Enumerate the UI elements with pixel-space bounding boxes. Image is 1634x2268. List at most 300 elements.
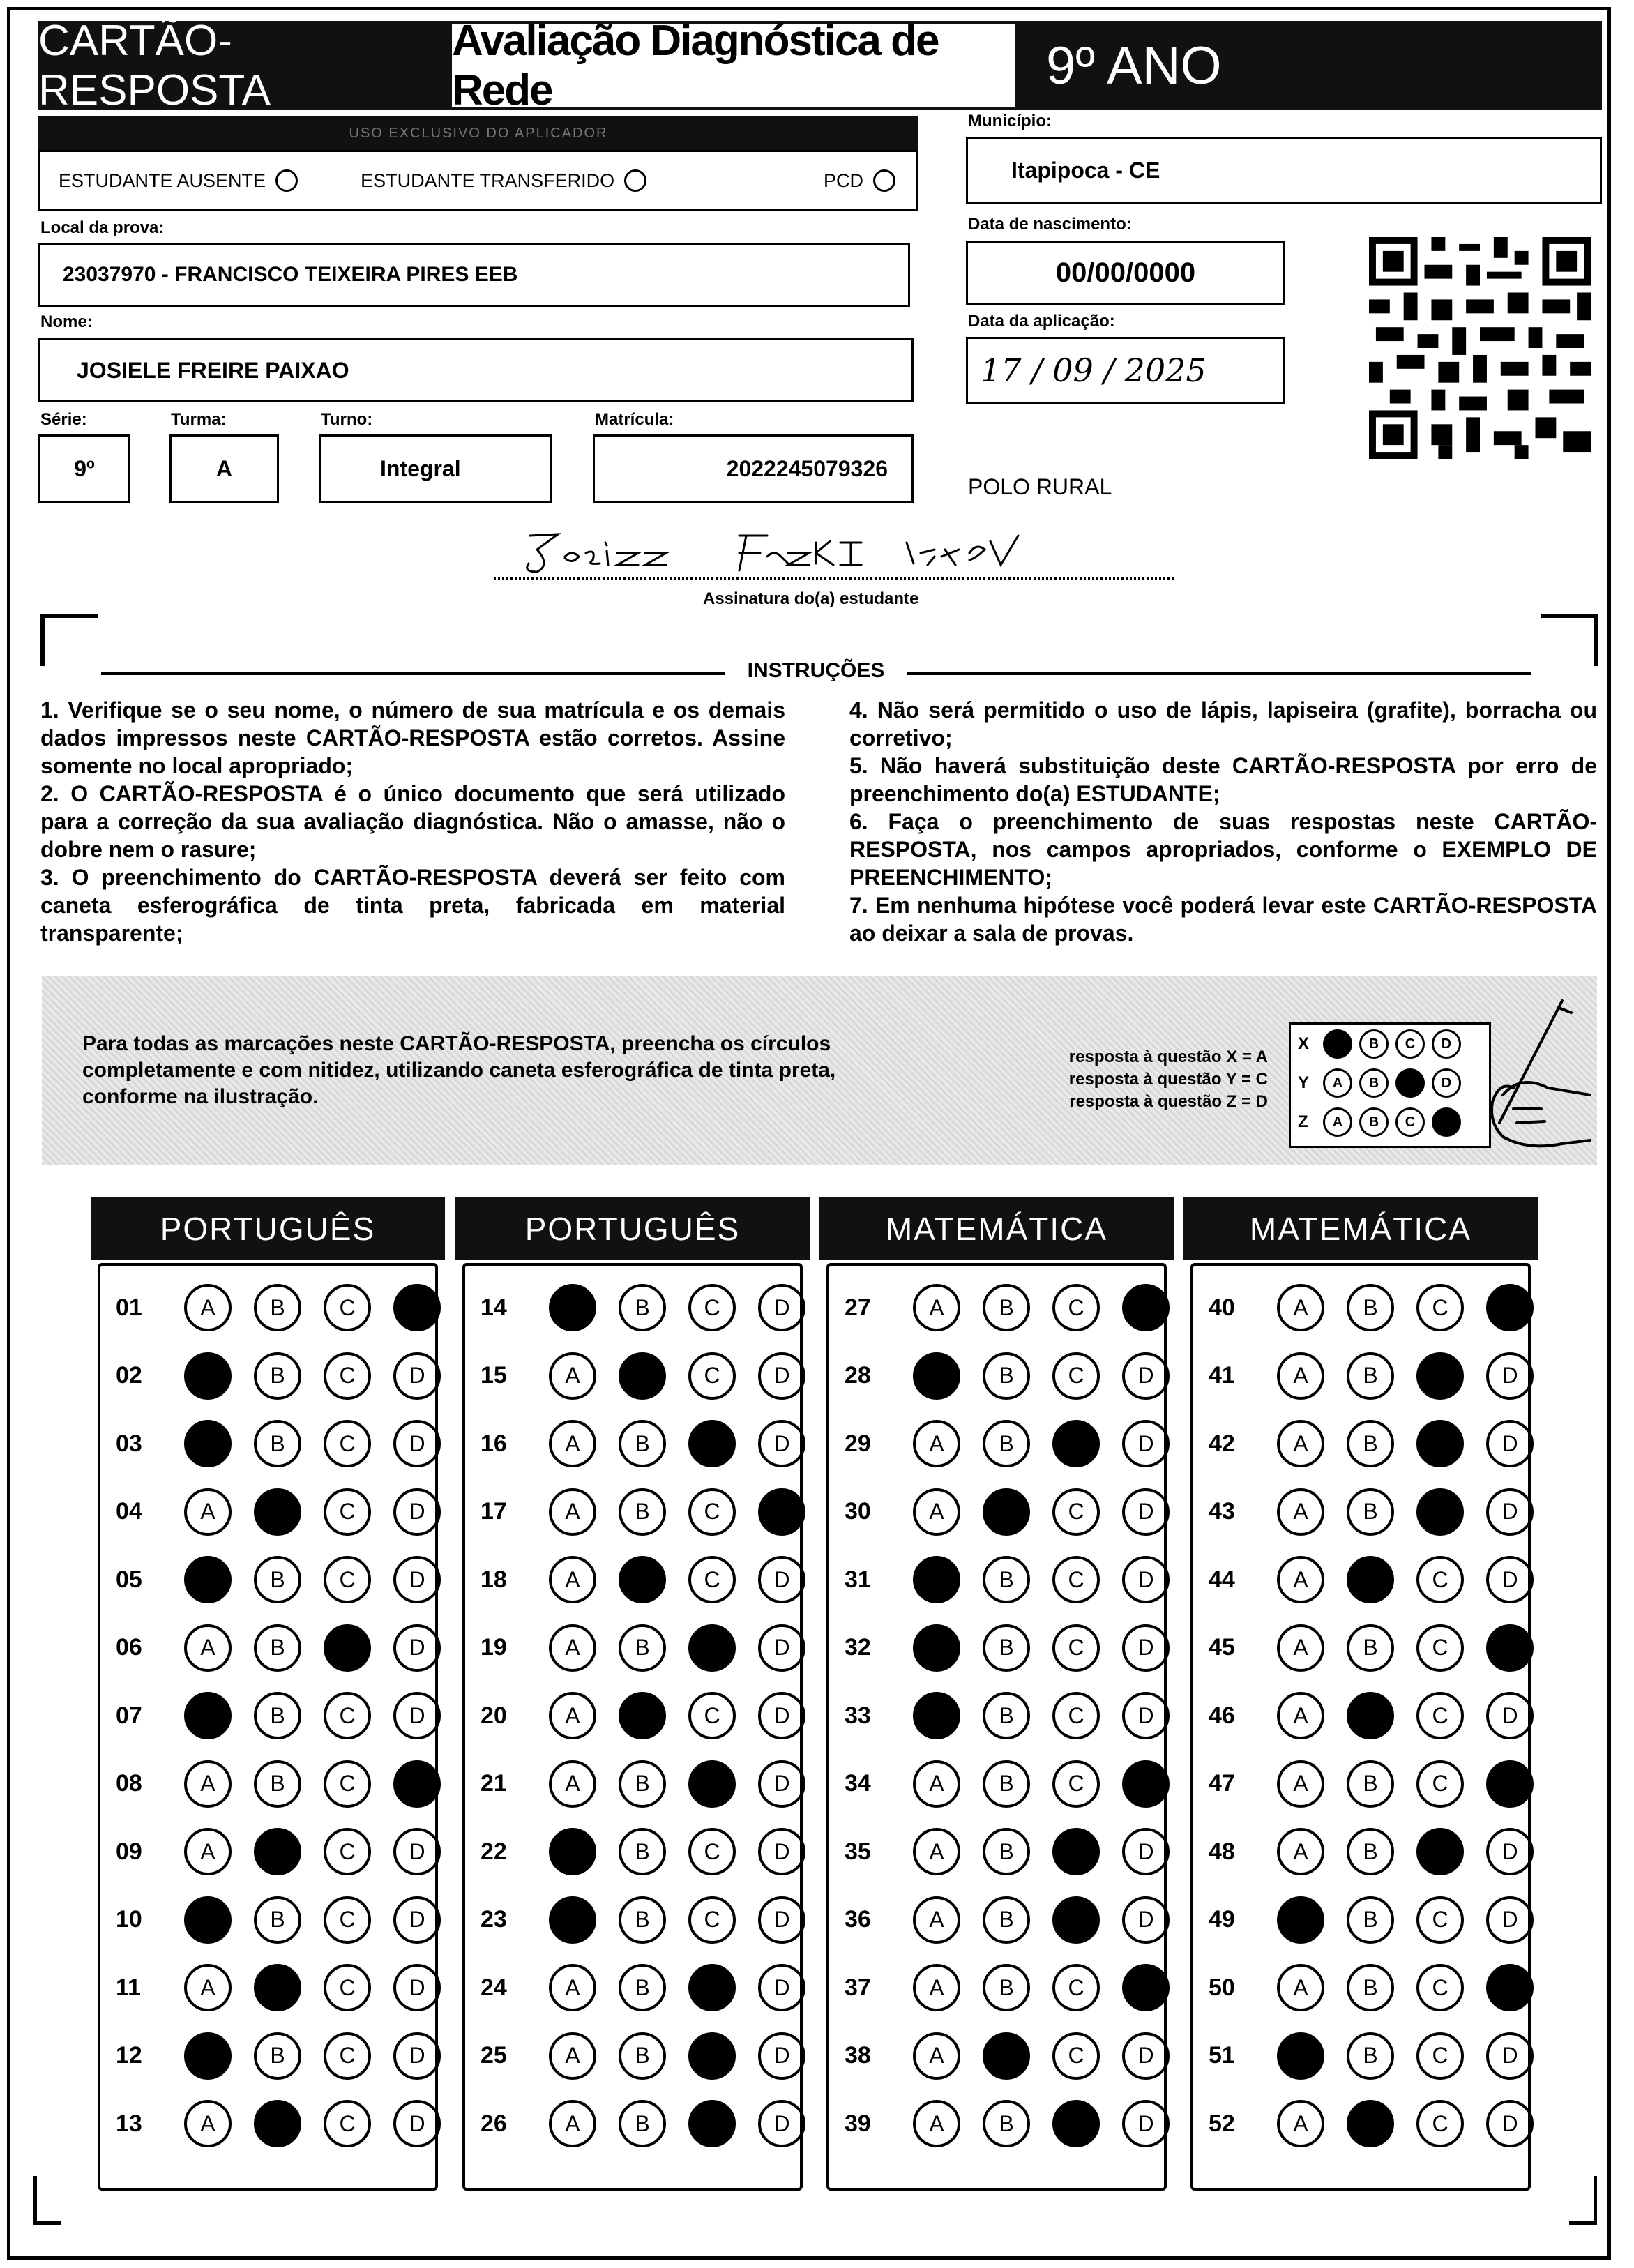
- answer-bubble-a[interactable]: A: [913, 2032, 960, 2080]
- answer-bubble-b[interactable]: B: [1347, 1760, 1394, 1808]
- answer-bubble-a[interactable]: A: [549, 2032, 596, 2080]
- answer-bubble-b[interactable]: B: [1347, 1488, 1394, 1536]
- answer-bubble-b[interactable]: [254, 1828, 301, 1875]
- answer-bubble-a[interactable]: A: [1277, 1828, 1324, 1875]
- answer-bubble-b[interactable]: B: [983, 1692, 1030, 1739]
- answer-bubble-c[interactable]: C: [324, 1964, 371, 2011]
- answer-bubble-c[interactable]: C: [688, 1488, 736, 1536]
- answer-bubble-b[interactable]: B: [983, 1284, 1030, 1331]
- question-number: 52: [1209, 2110, 1235, 2137]
- answer-bubble-b[interactable]: B: [983, 1352, 1030, 1400]
- answer-bubble-a[interactable]: A: [549, 1964, 596, 2011]
- answer-bubble-c[interactable]: [1416, 1488, 1464, 1536]
- answer-bubble-a[interactable]: A: [184, 1624, 232, 1672]
- answer-bubble-b[interactable]: [983, 2032, 1030, 2080]
- corner-tl: [40, 614, 98, 666]
- answer-bubble-c[interactable]: [1052, 1896, 1100, 1944]
- answer-bubble-d[interactable]: D: [758, 1420, 805, 1467]
- answer-bubble-c[interactable]: C: [1052, 2032, 1100, 2080]
- answer-bubble-a[interactable]: A: [1277, 1284, 1324, 1331]
- question-row: [829, 1692, 1170, 1739]
- answer-bubble-d[interactable]: [1122, 1760, 1170, 1808]
- pcd-option[interactable]: [824, 169, 895, 192]
- answer-bubble-a[interactable]: A: [1277, 2100, 1324, 2147]
- answer-bubble-a[interactable]: A: [913, 1284, 960, 1331]
- answer-bubble-d[interactable]: D: [1486, 1556, 1534, 1603]
- answer-bubble-d[interactable]: D: [393, 1624, 441, 1672]
- answer-bubble-c[interactable]: C: [324, 2100, 371, 2147]
- answer-bubble-c[interactable]: [1416, 1420, 1464, 1467]
- answer-bubble-a[interactable]: A: [913, 1896, 960, 1944]
- answer-bubble-c[interactable]: C: [324, 1420, 371, 1467]
- question-row: [100, 2032, 441, 2080]
- answer-bubble-a[interactable]: [184, 1420, 232, 1467]
- question-number: 45: [1209, 1634, 1235, 1661]
- answer-bubble-c[interactable]: C: [688, 1284, 736, 1331]
- answer-bubble-b[interactable]: B: [983, 1624, 1030, 1672]
- answer-bubble-a[interactable]: A: [184, 1284, 232, 1331]
- answer-bubble-d[interactable]: D: [1122, 1488, 1170, 1536]
- example-bubble-a: A: [1323, 1068, 1352, 1098]
- answer-bubble-b[interactable]: B: [1347, 1964, 1394, 2011]
- question-number: 02: [116, 1362, 142, 1389]
- answer-bubble-b[interactable]: [254, 2100, 301, 2147]
- answer-bubble-d[interactable]: D: [393, 1556, 441, 1603]
- answer-bubble-c[interactable]: C: [1052, 1760, 1100, 1808]
- answer-bubble-d[interactable]: D: [758, 1964, 805, 2011]
- answer-bubble-b[interactable]: [619, 1556, 666, 1603]
- corner-tr: [1541, 614, 1598, 666]
- answer-bubble-b[interactable]: B: [983, 1964, 1030, 2011]
- answer-bubble-a[interactable]: [184, 1692, 232, 1739]
- answer-bubble-a[interactable]: A: [549, 1352, 596, 1400]
- answer-bubble-a[interactable]: [184, 1556, 232, 1603]
- answer-bubble-c[interactable]: C: [1416, 1284, 1464, 1331]
- question-number: 50: [1209, 1974, 1235, 2001]
- answer-bubble-a[interactable]: [549, 1828, 596, 1875]
- answer-bubble-a[interactable]: A: [1277, 1556, 1324, 1603]
- corner-bl: [33, 2176, 61, 2225]
- answer-bubble-d[interactable]: D: [1122, 2100, 1170, 2147]
- answer-bubble-d[interactable]: D: [393, 1964, 441, 2011]
- answer-bubble-c[interactable]: C: [688, 1352, 736, 1400]
- answer-bubble-c[interactable]: [688, 1420, 736, 1467]
- question-number: 41: [1209, 1362, 1235, 1389]
- question-number: 22: [481, 1838, 507, 1865]
- instructions-right: [849, 696, 1597, 947]
- signature-caption: Assinatura do(a) estudante: [703, 589, 919, 608]
- answer-bubble-b[interactable]: [619, 1692, 666, 1739]
- answer-bubble-d[interactable]: [1122, 1284, 1170, 1331]
- answer-bubble-c[interactable]: C: [1416, 1964, 1464, 2011]
- answer-bubble-a[interactable]: [1277, 2032, 1324, 2080]
- answer-bubble-c[interactable]: C: [1052, 1284, 1100, 1331]
- answer-bubble-a[interactable]: A: [184, 1828, 232, 1875]
- answer-bubble-a[interactable]: A: [549, 1556, 596, 1603]
- question-number: 43: [1209, 1498, 1235, 1525]
- answer-bubble-d[interactable]: D: [1122, 1896, 1170, 1944]
- subject-header: PORTUGUÊS: [455, 1197, 810, 1260]
- answer-bubble-d[interactable]: D: [1122, 1420, 1170, 1467]
- question-number: 32: [845, 1634, 871, 1661]
- signature: [488, 522, 1074, 584]
- question-number: 49: [1209, 1906, 1235, 1933]
- answer-bubble-d[interactable]: D: [1486, 1692, 1534, 1739]
- answer-bubble-a[interactable]: A: [184, 2100, 232, 2147]
- answer-bubble-c[interactable]: C: [1416, 1556, 1464, 1603]
- question-number: 18: [481, 1566, 507, 1593]
- question-row: [100, 1624, 441, 1672]
- answer-bubble-c[interactable]: [324, 1624, 371, 1672]
- question-number: 48: [1209, 1838, 1235, 1865]
- answer-bubble-c[interactable]: C: [1052, 1352, 1100, 1400]
- answer-bubble-d[interactable]: D: [758, 1896, 805, 1944]
- answer-bubble-c[interactable]: C: [1052, 1556, 1100, 1603]
- municipio-label: Município:: [968, 112, 1052, 130]
- answer-bubble-c[interactable]: C: [324, 1352, 371, 1400]
- question-number: 44: [1209, 1566, 1235, 1593]
- answer-bubble-a[interactable]: [549, 1896, 596, 1944]
- answer-bubble-b[interactable]: [1347, 1556, 1394, 1603]
- answer-bubble-b[interactable]: B: [1347, 1896, 1394, 1944]
- answer-bubble-b[interactable]: B: [619, 1828, 666, 1875]
- question-number: 01: [116, 1294, 142, 1321]
- answer-bubble-c[interactable]: C: [324, 1896, 371, 1944]
- question-number: 35: [845, 1838, 871, 1865]
- answer-bubble-b[interactable]: B: [254, 2032, 301, 2080]
- answer-bubble-d[interactable]: D: [758, 2032, 805, 2080]
- answer-bubble-a[interactable]: A: [549, 1692, 596, 1739]
- answer-bubble-c[interactable]: C: [1052, 1964, 1100, 2011]
- transferred-radio[interactable]: [624, 169, 646, 192]
- corner-br: [1569, 2176, 1597, 2225]
- serie-field: 9º: [38, 434, 130, 503]
- answer-bubble-d[interactable]: D: [1486, 1896, 1534, 1944]
- answer-bubble-b[interactable]: B: [254, 1760, 301, 1808]
- answer-bubble-a[interactable]: A: [549, 1624, 596, 1672]
- answer-bubble-b[interactable]: [983, 1488, 1030, 1536]
- question-row: [465, 1760, 805, 1808]
- answer-bubble-b[interactable]: B: [983, 1420, 1030, 1467]
- question-number: 17: [481, 1498, 507, 1525]
- answer-column: [98, 1263, 438, 2191]
- answer-bubble-b[interactable]: [254, 1488, 301, 1536]
- answer-bubble-b[interactable]: B: [254, 1624, 301, 1672]
- answer-bubble-b[interactable]: B: [983, 1760, 1030, 1808]
- local-label: Local da prova:: [40, 218, 165, 237]
- answer-bubble-a[interactable]: [913, 1692, 960, 1739]
- answer-bubble-a[interactable]: A: [1277, 1760, 1324, 1808]
- question-row: [1193, 1624, 1534, 1672]
- question-row: [1193, 1488, 1534, 1536]
- answer-bubble-c[interactable]: C: [1052, 1624, 1100, 1672]
- answer-bubble-d[interactable]: [1486, 1624, 1534, 1672]
- question-number: 16: [481, 1430, 507, 1457]
- pcd-label: PCD: [823, 169, 863, 191]
- answer-bubble-a[interactable]: A: [549, 1420, 596, 1467]
- answer-bubble-d[interactable]: D: [1486, 1420, 1534, 1467]
- answer-bubble-c[interactable]: [688, 2100, 736, 2147]
- answer-bubble-d[interactable]: [758, 1488, 805, 1536]
- answer-bubble-b[interactable]: B: [1347, 1352, 1394, 1400]
- question-number: 28: [845, 1362, 871, 1389]
- question-row: [829, 1964, 1170, 2011]
- answer-bubble-a[interactable]: [184, 1896, 232, 1944]
- pcd-radio[interactable]: [873, 169, 895, 192]
- question-row: [829, 1284, 1170, 1331]
- example-bubble-d: D: [1432, 1068, 1461, 1098]
- answer-bubble-c[interactable]: C: [324, 1760, 371, 1808]
- answer-bubble-d[interactable]: D: [1486, 1828, 1534, 1875]
- answer-bubble-a[interactable]: [184, 1352, 232, 1400]
- answer-bubble-b[interactable]: B: [619, 1420, 666, 1467]
- answer-bubble-d[interactable]: D: [1486, 2032, 1534, 2080]
- answer-bubble-d[interactable]: D: [1122, 1624, 1170, 1672]
- answer-bubble-c[interactable]: [1416, 1352, 1464, 1400]
- answer-bubble-b[interactable]: [254, 1964, 301, 2011]
- answer-bubble-c[interactable]: C: [324, 2032, 371, 2080]
- question-row: [100, 1556, 441, 1603]
- answer-bubble-a[interactable]: A: [1277, 1692, 1324, 1739]
- answer-bubble-d[interactable]: D: [393, 1692, 441, 1739]
- answer-bubble-a[interactable]: A: [1277, 1488, 1324, 1536]
- question-row: [100, 1352, 441, 1400]
- answer-bubble-b[interactable]: B: [619, 1760, 666, 1808]
- answer-bubble-c[interactable]: C: [688, 1896, 736, 1944]
- answer-bubble-d[interactable]: D: [393, 1420, 441, 1467]
- answer-bubble-d[interactable]: D: [1486, 1488, 1534, 1536]
- answer-bubble-b[interactable]: B: [619, 1896, 666, 1944]
- answer-bubble-d[interactable]: D: [393, 1488, 441, 1536]
- answer-bubble-c[interactable]: [1052, 1828, 1100, 1875]
- answer-bubble-b[interactable]: B: [619, 2100, 666, 2147]
- answer-bubble-d[interactable]: D: [1122, 1692, 1170, 1739]
- answer-bubble-b[interactable]: B: [983, 1828, 1030, 1875]
- answer-bubble-d[interactable]: D: [393, 1352, 441, 1400]
- answer-bubble-b[interactable]: B: [254, 1556, 301, 1603]
- question-row: [465, 1896, 805, 1944]
- answer-bubble-a[interactable]: A: [184, 1760, 232, 1808]
- answer-bubble-b[interactable]: B: [254, 1420, 301, 1467]
- example-bubble-a: A: [1323, 1107, 1352, 1137]
- answer-bubble-b[interactable]: [619, 1352, 666, 1400]
- answer-bubble-c[interactable]: [688, 1760, 736, 1808]
- answer-bubble-a[interactable]: A: [913, 1488, 960, 1536]
- absent-option[interactable]: [59, 169, 298, 192]
- question-number: 23: [481, 1906, 507, 1933]
- matricula-label: Matrícula:: [595, 410, 674, 429]
- app-date-field[interactable]: 17 / 09 / 2025: [966, 337, 1285, 404]
- answer-bubble-c[interactable]: C: [1416, 1624, 1464, 1672]
- question-number: 12: [116, 2042, 142, 2069]
- answer-bubble-d[interactable]: D: [393, 1828, 441, 1875]
- birth-label: Data de nascimento:: [968, 215, 1132, 234]
- answer-bubble-a[interactable]: A: [549, 1488, 596, 1536]
- answer-bubble-c[interactable]: [1416, 1828, 1464, 1875]
- answer-bubble-b[interactable]: B: [254, 1692, 301, 1739]
- answer-bubble-c[interactable]: C: [324, 1556, 371, 1603]
- answer-bubble-d[interactable]: D: [1122, 1828, 1170, 1875]
- answer-bubble-a[interactable]: A: [184, 1488, 232, 1536]
- answer-bubble-d[interactable]: [1486, 1284, 1534, 1331]
- answer-bubble-a[interactable]: A: [913, 2100, 960, 2147]
- answer-bubble-c[interactable]: C: [324, 1488, 371, 1536]
- question-number: 36: [845, 1906, 871, 1933]
- answer-bubble-a[interactable]: [913, 1624, 960, 1672]
- answer-bubble-a[interactable]: A: [913, 1760, 960, 1808]
- question-number: 19: [481, 1634, 507, 1661]
- answer-bubble-c[interactable]: C: [1416, 1760, 1464, 1808]
- answer-bubble-b[interactable]: B: [619, 1284, 666, 1331]
- answer-bubble-b[interactable]: B: [254, 1284, 301, 1331]
- answer-bubble-d[interactable]: [393, 1760, 441, 1808]
- question-row: [465, 1692, 805, 1739]
- question-row: [100, 1488, 441, 1536]
- question-number: 51: [1209, 2042, 1235, 2069]
- answer-bubble-a[interactable]: A: [184, 1964, 232, 2011]
- question-row: [1193, 1828, 1534, 1875]
- answer-bubble-c[interactable]: [688, 1964, 736, 2011]
- question-number: 25: [481, 2042, 507, 2069]
- subject-header: MATEMÁTICA: [1183, 1197, 1538, 1260]
- answer-bubble-b[interactable]: B: [254, 1352, 301, 1400]
- answer-bubble-b[interactable]: B: [1347, 1284, 1394, 1331]
- answer-bubble-c[interactable]: C: [324, 1692, 371, 1739]
- answer-bubble-d[interactable]: D: [393, 2032, 441, 2080]
- answer-bubble-d[interactable]: D: [1486, 2100, 1534, 2147]
- answer-bubble-c[interactable]: C: [1416, 1692, 1464, 1739]
- answer-bubble-d[interactable]: D: [758, 2100, 805, 2147]
- answer-bubble-d[interactable]: D: [1122, 1352, 1170, 1400]
- answer-bubble-d[interactable]: D: [1122, 2032, 1170, 2080]
- answer-bubble-a[interactable]: [184, 2032, 232, 2080]
- answer-bubble-a[interactable]: [913, 1352, 960, 1400]
- answer-bubble-b[interactable]: B: [1347, 1828, 1394, 1875]
- transferred-option[interactable]: [361, 169, 646, 192]
- answer-bubble-b[interactable]: B: [983, 1896, 1030, 1944]
- example-bubble-c: C: [1395, 1029, 1425, 1059]
- answer-bubble-d[interactable]: D: [1486, 1352, 1534, 1400]
- transferred-label: ESTUDANTE TRANSFERIDO: [361, 169, 615, 191]
- answer-bubble-b[interactable]: B: [983, 1556, 1030, 1603]
- example-row: [1291, 1064, 1489, 1103]
- answer-bubble-b[interactable]: B: [254, 1896, 301, 1944]
- answer-bubble-a[interactable]: [1277, 1896, 1324, 1944]
- question-number: 05: [116, 1566, 142, 1593]
- answer-bubble-d[interactable]: [1486, 1760, 1534, 1808]
- answer-bubble-d[interactable]: D: [758, 1556, 805, 1603]
- answer-bubble-c[interactable]: C: [688, 1692, 736, 1739]
- answer-bubble-d[interactable]: [393, 1284, 441, 1331]
- answer-bubble-d[interactable]: D: [758, 1692, 805, 1739]
- answer-bubble-b[interactable]: B: [1347, 1420, 1394, 1467]
- answer-bubble-c[interactable]: [1052, 2100, 1100, 2147]
- answer-bubble-b[interactable]: B: [1347, 1624, 1394, 1672]
- answer-bubble-c[interactable]: C: [1052, 1692, 1100, 1739]
- answer-bubble-a[interactable]: [549, 1284, 596, 1331]
- question-number: 11: [116, 1974, 141, 2001]
- answer-bubble-a[interactable]: A: [913, 1420, 960, 1467]
- answer-bubble-c[interactable]: C: [1416, 2032, 1464, 2080]
- question-number: 14: [481, 1294, 507, 1321]
- answer-bubble-a[interactable]: A: [913, 1828, 960, 1875]
- answer-bubble-a[interactable]: A: [1277, 1352, 1324, 1400]
- question-row: [829, 2100, 1170, 2147]
- answer-bubble-a[interactable]: A: [913, 1964, 960, 2011]
- answer-bubble-c[interactable]: C: [1416, 1896, 1464, 1944]
- question-row: [1193, 1556, 1534, 1603]
- question-row: [465, 1828, 805, 1875]
- answer-bubble-a[interactable]: [913, 1556, 960, 1603]
- answer-bubble-d[interactable]: [1122, 1964, 1170, 2011]
- answer-bubble-c[interactable]: [1052, 1420, 1100, 1467]
- question-row: [829, 1828, 1170, 1875]
- answer-bubble-b[interactable]: [1347, 2100, 1394, 2147]
- answer-bubble-b[interactable]: [1347, 1692, 1394, 1739]
- applicator-bar: USO EXCLUSIVO DO APLICADOR: [38, 116, 918, 150]
- answer-bubble-d[interactable]: D: [758, 1284, 805, 1331]
- question-row: [100, 1828, 441, 1875]
- answer-bubble-a[interactable]: A: [1277, 1624, 1324, 1672]
- question-row: [829, 1896, 1170, 1944]
- example-row-label: X: [1298, 1034, 1310, 1053]
- answer-bubble-d[interactable]: D: [758, 1352, 805, 1400]
- turma-field: A: [169, 434, 279, 503]
- answer-bubble-b[interactable]: B: [619, 1964, 666, 2011]
- hand-pen-icon: [1472, 997, 1594, 1154]
- answer-bubble-c[interactable]: [688, 2032, 736, 2080]
- answer-bubble-a[interactable]: A: [1277, 1420, 1324, 1467]
- answer-bubble-d[interactable]: [1486, 1964, 1534, 2011]
- answer-bubble-c[interactable]: C: [688, 1828, 736, 1875]
- question-number: 27: [845, 1294, 871, 1321]
- answer-bubble-a[interactable]: A: [549, 2100, 596, 2147]
- answer-bubble-c[interactable]: C: [1416, 2100, 1464, 2147]
- instruction-1: 1. Verifique se o seu nome, o número de sua matrícula e os demais dados impressos neste CARTÃO-RESPOSTA estão corretos. Assine somente no local apropriado;: [40, 697, 785, 778]
- answer-bubble-d[interactable]: D: [758, 1760, 805, 1808]
- answer-bubble-c[interactable]: C: [324, 1828, 371, 1875]
- example-row-label: Z: [1298, 1112, 1308, 1131]
- answer-bubble-c[interactable]: [688, 1624, 736, 1672]
- answer-bubble-c[interactable]: C: [324, 1284, 371, 1331]
- question-row: [1193, 1352, 1534, 1400]
- answer-bubble-b[interactable]: B: [619, 1488, 666, 1536]
- question-row: [829, 1488, 1170, 1536]
- answer-bubble-b[interactable]: B: [1347, 2032, 1394, 2080]
- answer-bubble-b[interactable]: B: [619, 2032, 666, 2080]
- answer-bubble-a[interactable]: A: [549, 1760, 596, 1808]
- answer-bubble-d[interactable]: D: [393, 1896, 441, 1944]
- answer-bubble-b[interactable]: B: [619, 1624, 666, 1672]
- answer-bubble-d[interactable]: D: [758, 1828, 805, 1875]
- question-number: 20: [481, 1702, 507, 1729]
- answer-bubble-d[interactable]: D: [393, 2100, 441, 2147]
- instructions-title: INSTRUÇÕES: [725, 659, 907, 687]
- answer-bubble-d[interactable]: D: [1122, 1556, 1170, 1603]
- question-row: [100, 2100, 441, 2147]
- answer-bubble-a[interactable]: A: [1277, 1964, 1324, 2011]
- birth-field: 00/00/0000: [966, 241, 1285, 305]
- answer-bubble-c[interactable]: C: [688, 1556, 736, 1603]
- answer-bubble-b[interactable]: B: [983, 2100, 1030, 2147]
- signature-line: [494, 577, 1174, 580]
- absent-radio[interactable]: [275, 169, 298, 192]
- instruction-4: 4. Não será permitido o uso de lápis, lapiseira (grafite), borracha ou corretivo;: [849, 697, 1597, 750]
- local-field: 23037970 - FRANCISCO TEIXEIRA PIRES EEB: [38, 243, 910, 307]
- answer-bubble-c[interactable]: C: [1052, 1488, 1100, 1536]
- answer-column: [1190, 1263, 1531, 2191]
- answer-bubble-d[interactable]: D: [758, 1624, 805, 1672]
